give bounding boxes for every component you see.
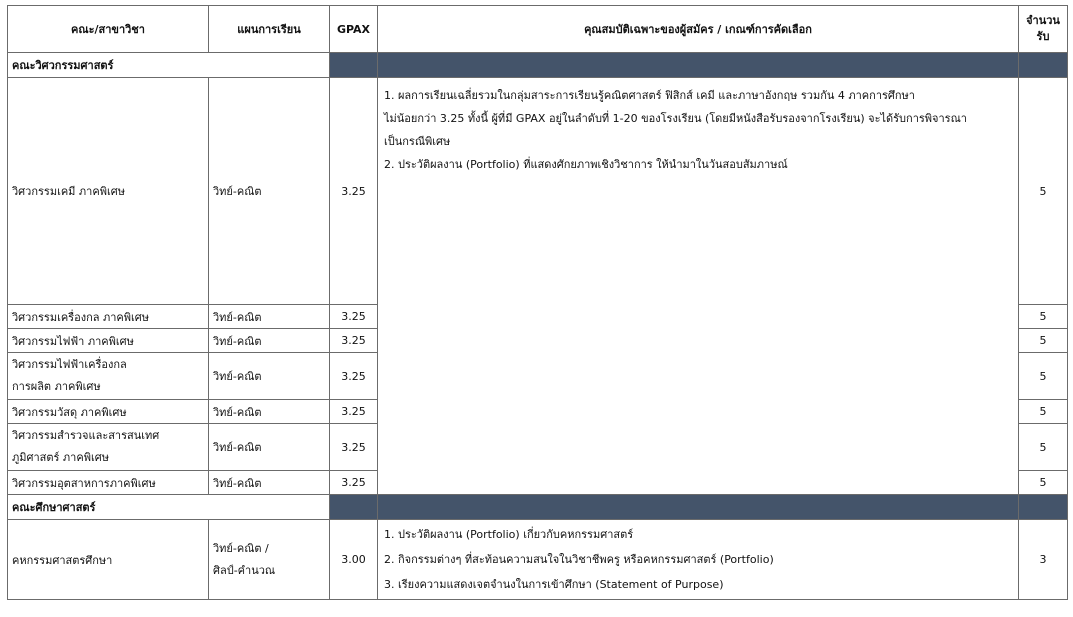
faculty-name: คณะศึกษาศาสตร์ [8, 495, 330, 520]
program-name: วิศวกรรมไฟฟ้าเครื่องกล การผลิต ภาคพิเศษ [8, 353, 209, 400]
program-gpax: 3.00 [330, 520, 378, 600]
section-fill [1019, 495, 1068, 520]
program-name: วิศวกรรมวัสดุ ภาคพิเศษ [8, 400, 209, 424]
program-gpax: 3.25 [330, 353, 378, 400]
program-name: วิศวกรรมเครื่องกล ภาคพิเศษ [8, 305, 209, 329]
section-fill [330, 53, 378, 78]
section-fill [378, 495, 1019, 520]
table-row [8, 520, 1068, 600]
program-quota: 5 [1019, 305, 1068, 329]
program-plan: วิทย์-คณิต [209, 471, 330, 495]
section-fill [378, 53, 1019, 78]
program-name: วิศวกรรมสำรวจและสารสนเทศ ภูมิศาสตร์ ภาคพิเศษ [8, 424, 209, 471]
program-plan: วิทย์-คณิต [209, 353, 330, 400]
section-fill [330, 495, 378, 520]
header-row [8, 6, 1068, 53]
program-quota: 5 [1019, 424, 1068, 471]
requirement-line: 3. เรียงความแสดงเจตจำนงในการเข้าศึกษา (Statement of Purpose) [384, 578, 724, 591]
program-plan: วิทย์-คณิต [209, 424, 330, 471]
program-name: คหกรรมศาสตรศึกษา [8, 520, 209, 600]
program-quota: 5 [1019, 78, 1068, 305]
program-gpax: 3.25 [330, 471, 378, 495]
requirement-line: ไม่น้อยกว่า 3.25 ทั้งนี้ ผู้ที่มี GPAX อยู่ในลำดับที่ 1-20 ของโรงเรียน (โดยมีหนังสือรับรองจากโรงเรียน) จะได้รับการพิจารณา [384, 112, 967, 125]
program-quota: 5 [1019, 329, 1068, 353]
program-plan: วิทย์-คณิต [209, 78, 330, 305]
faculty-row-engineering [8, 53, 1068, 78]
header-plan: แผนการเรียน [209, 6, 330, 53]
section-fill [1019, 53, 1068, 78]
program-quota: 5 [1019, 400, 1068, 424]
engineering-requirements [378, 78, 1019, 495]
program-gpax: 3.25 [330, 329, 378, 353]
program-name: วิศวกรรมอุตสาหการภาคพิเศษ [8, 471, 209, 495]
program-quota: 3 [1019, 520, 1068, 600]
table-row [8, 78, 1068, 305]
program-plan: วิทย์-คณิต / ศิลป์-คำนวณ [209, 520, 330, 600]
requirement-line: 1. ประวัติผลงาน (Portfolio) เกี่ยวกับคหกรรมศาสตร์ [384, 528, 634, 541]
header-faculty: คณะ/สาขาวิชา [8, 6, 209, 53]
header-requirements: คุณสมบัติเฉพาะของผู้สมัคร / เกณฑ์การคัดเลือก [378, 6, 1019, 53]
program-quota: 5 [1019, 471, 1068, 495]
requirement-line: 2. ประวัติผลงาน (Portfolio) ที่แสดงศักยภาพเชิงวิชาการ ให้นำมาในวันสอบสัมภาษณ์ [384, 158, 788, 171]
requirement-line: 2. กิจกรรมต่างๆ ที่สะท้อนความสนใจในวิชาชีพครู หรือคหกรรมศาสตร์ (Portfolio) [384, 553, 774, 566]
program-gpax: 3.25 [330, 424, 378, 471]
program-name: วิศวกรรมไฟฟ้า ภาคพิเศษ [8, 329, 209, 353]
program-quota: 5 [1019, 353, 1068, 400]
program-plan: วิทย์-คณิต [209, 329, 330, 353]
admission-table [7, 5, 1068, 600]
requirement-line: เป็นกรณีพิเศษ [384, 135, 451, 148]
program-plan: วิทย์-คณิต [209, 305, 330, 329]
program-gpax: 3.25 [330, 78, 378, 305]
requirement-line: 1. ผลการเรียนเฉลี่ยรวมในกลุ่มสาระการเรียนรู้คณิตศาสตร์ ฟิสิกส์ เคมี และภาษาอังกฤษ รวมกัน 4 ภาคการศึกษา [384, 89, 915, 102]
header-gpax: GPAX [330, 6, 378, 53]
program-name: วิศวกรรมเคมี ภาคพิเศษ [8, 78, 209, 305]
program-gpax: 3.25 [330, 400, 378, 424]
program-gpax: 3.25 [330, 305, 378, 329]
header-quota: จำนวน รับ [1019, 6, 1068, 53]
faculty-row-education [8, 495, 1068, 520]
program-plan: วิทย์-คณิต [209, 400, 330, 424]
education-requirements [378, 520, 1019, 600]
faculty-name: คณะวิศวกรรมศาสตร์ [8, 53, 330, 78]
